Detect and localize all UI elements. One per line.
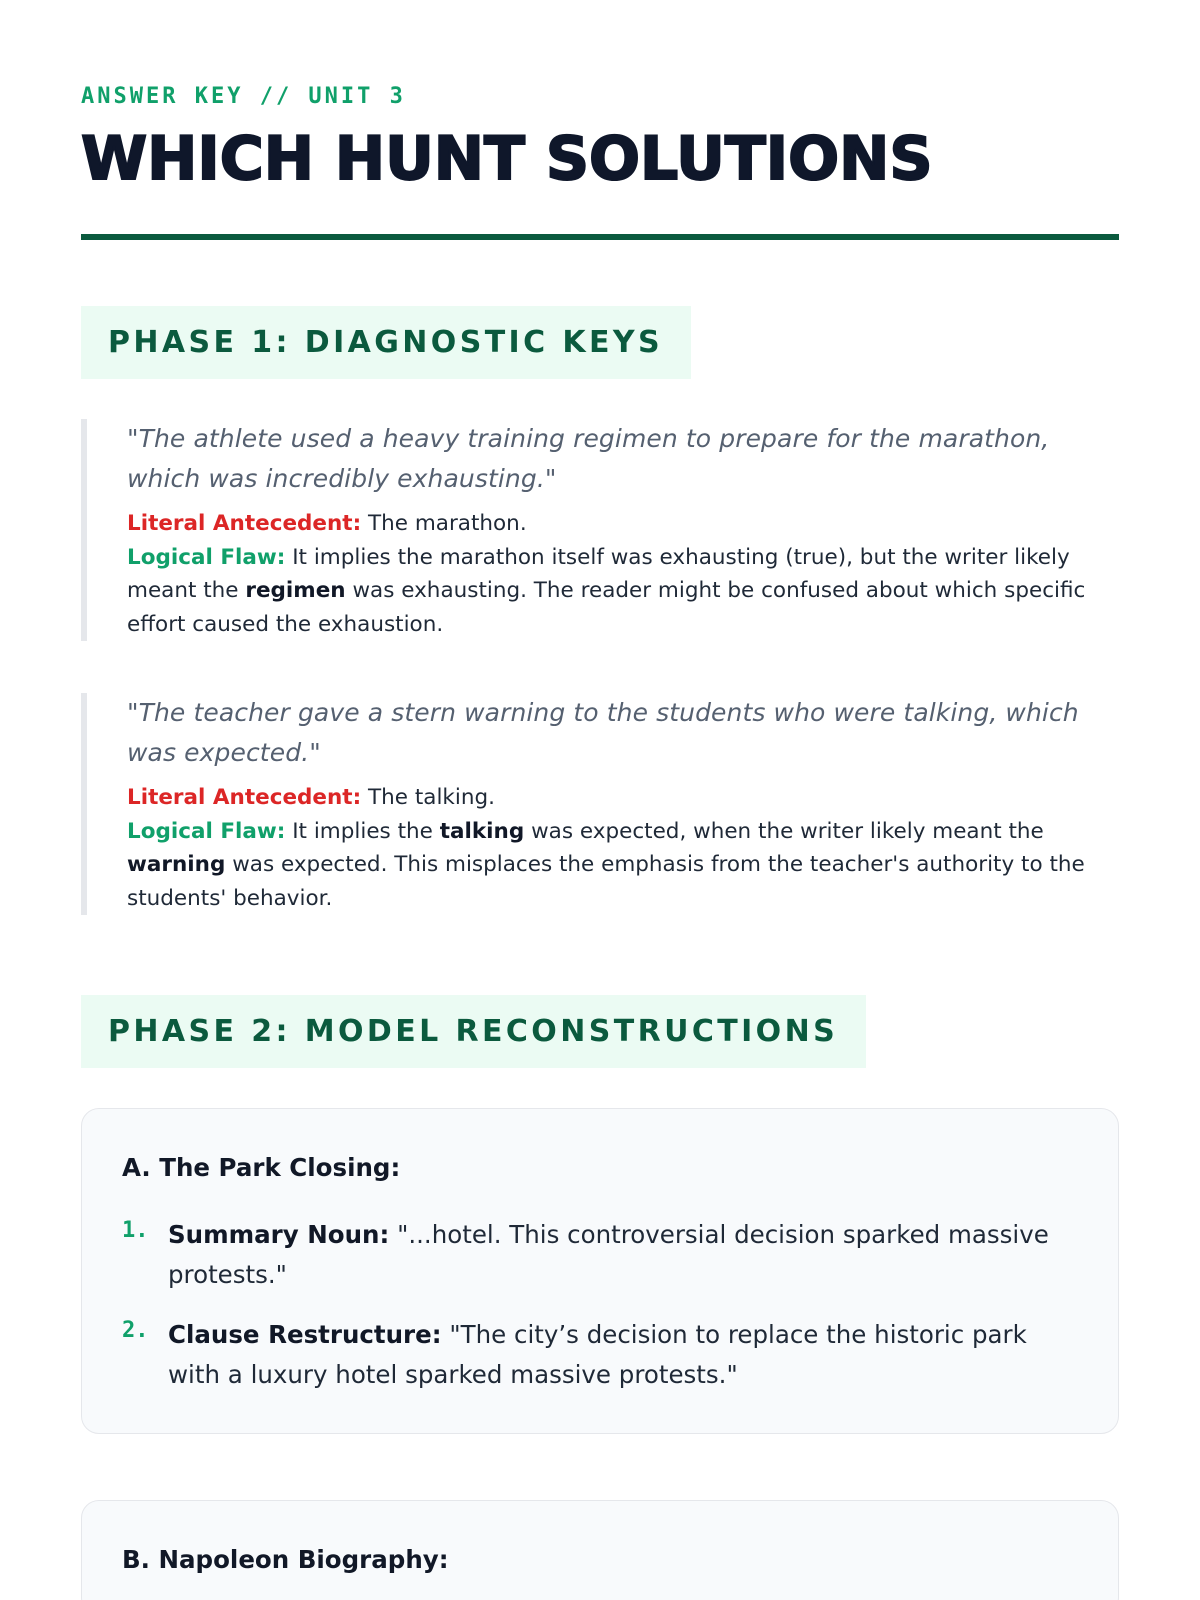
- flaw-text: was expected, when the writer likely meant the: [524, 818, 1044, 844]
- page-title: WHICH HUNT SOLUTIONS: [81, 124, 933, 194]
- card-title: A. The Park Closing:: [122, 1153, 401, 1182]
- example-analysis: [127, 507, 1119, 641]
- step-label: Clause Restructure:: [168, 1320, 442, 1349]
- diagnostic-example-1: [81, 419, 1119, 641]
- flaw-text: It implies the: [285, 818, 440, 844]
- flaw-emphasis: talking: [439, 818, 525, 844]
- flaw-text: was expected. This misplaces the emphasis from the teacher's authority to the students' behavior.: [127, 852, 1085, 911]
- step-text: "...hotel. This controversial decision sparked massive protests.": [168, 1220, 1049, 1289]
- antecedent-label: Literal Antecedent:: [127, 785, 362, 810]
- reconstruction-card-a: [81, 1108, 1119, 1434]
- card-title: B. Napoleon Biography:: [122, 1545, 449, 1574]
- flaw-line: [127, 815, 1119, 916]
- list-item: [122, 1215, 1078, 1295]
- flaw-emphasis: regimen: [245, 578, 346, 603]
- flaw-emphasis: warning: [127, 852, 226, 877]
- step-number: 2.: [122, 1318, 149, 1343]
- antecedent-value: The marathon.: [361, 511, 527, 536]
- antecedent-value: The talking.: [361, 785, 495, 810]
- flaw-text: It implies the marathon itself was exhausting (true), but the writer likely meant the: [127, 544, 1070, 603]
- antecedent-line: [127, 507, 1119, 541]
- phase-2-heading: PHASE 2: MODEL RECONSTRUCTIONS: [81, 995, 866, 1068]
- example-quote: "The teacher gave a stern warning to the students who were talking, which was expected.": [127, 698, 1079, 767]
- step-number: 1.: [122, 1218, 149, 1243]
- flaw-label: Logical Flaw:: [127, 544, 286, 570]
- diagnostic-example-2: [81, 693, 1119, 915]
- reconstruction-card-b: [81, 1500, 1119, 1600]
- flaw-line: [127, 541, 1119, 642]
- flaw-label: Logical Flaw:: [127, 818, 286, 844]
- flaw-text: was exhausting. The reader might be confused about which specific effort caused the exhaustion.: [127, 578, 1086, 637]
- step-label: Summary Noun:: [168, 1220, 390, 1249]
- list-item: [122, 1315, 1078, 1395]
- phase-1-heading: PHASE 1: DIAGNOSTIC KEYS: [81, 306, 691, 379]
- step-text: "The city’s decision to replace the historic park with a luxury hotel sparked massive protests.": [168, 1320, 1027, 1389]
- antecedent-label: Literal Antecedent:: [127, 511, 362, 536]
- eyebrow-label: ANSWER KEY // UNIT 3: [81, 84, 406, 109]
- example-quote: "The athlete used a heavy training regimen to prepare for the marathon, which was incredibly exhausting.": [127, 424, 1050, 493]
- title-divider: [81, 234, 1119, 240]
- reconstruction-steps: [122, 1215, 1078, 1395]
- example-analysis: [127, 781, 1119, 915]
- antecedent-line: [127, 781, 1119, 815]
